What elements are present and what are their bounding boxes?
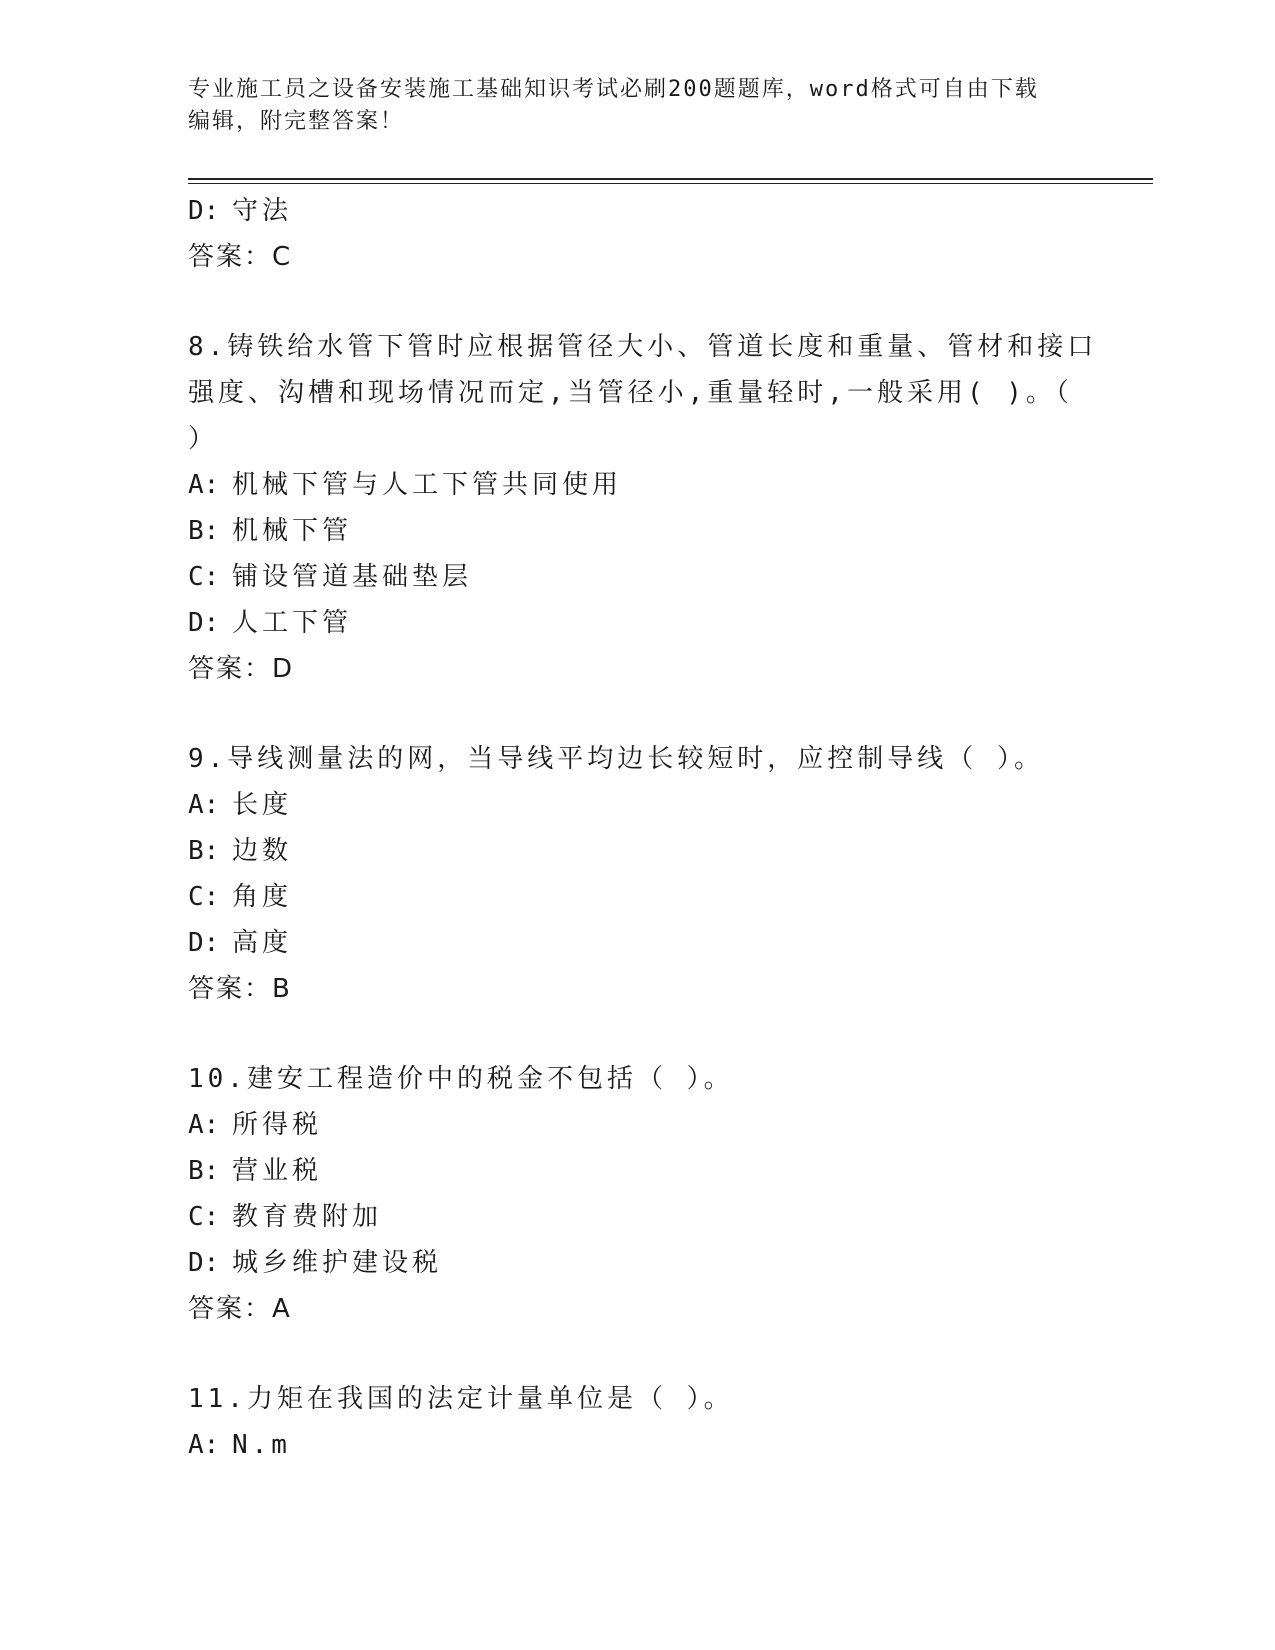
document-header xyxy=(188,74,1088,138)
answer-label: 答案： xyxy=(188,1294,273,1324)
answer xyxy=(188,1286,1088,1332)
option-text: 所得税 xyxy=(232,1110,323,1140)
option-d xyxy=(188,600,1088,646)
option-d xyxy=(188,188,1088,234)
option-key: B: xyxy=(188,1156,220,1186)
answer-label: 答案： xyxy=(188,654,273,684)
document-body xyxy=(188,188,1098,1468)
option-key: C: xyxy=(188,882,220,912)
option-key: B: xyxy=(188,516,220,546)
answer-value: D xyxy=(272,654,294,684)
option-text: 机械下管 xyxy=(232,516,353,546)
option-a xyxy=(188,462,1088,508)
answer xyxy=(188,234,1088,280)
option-key: C: xyxy=(188,562,220,592)
option-key: A: xyxy=(188,790,220,820)
option-key: D: xyxy=(188,608,220,638)
option-text: 铺设管道基础垫层 xyxy=(232,562,473,592)
option-text: 教育费附加 xyxy=(232,1202,383,1232)
option-a xyxy=(188,782,1088,828)
option-text: 角度 xyxy=(232,882,293,912)
option-key: A: xyxy=(188,470,220,500)
option-key: D: xyxy=(188,196,220,226)
question-11 xyxy=(188,1376,1088,1468)
option-d xyxy=(188,920,1088,966)
header-title-line-1: 专业施工员之设备安装施工基础知识考试必刷200题题库，word格式可自由下载 xyxy=(188,77,1039,102)
option-a xyxy=(188,1422,1088,1468)
header-divider-thin xyxy=(188,183,1153,184)
answer xyxy=(188,646,1088,692)
answer-value: A xyxy=(272,1294,291,1324)
option-c xyxy=(188,874,1088,920)
header-title-line-2: 编辑，附完整答案！ xyxy=(188,109,405,134)
option-d xyxy=(188,1240,1088,1286)
answer-label: 答案： xyxy=(188,974,273,1004)
option-c xyxy=(188,554,1088,600)
option-text: 城乡维护建设税 xyxy=(232,1248,443,1278)
answer xyxy=(188,966,1088,1012)
option-key: D: xyxy=(188,928,220,958)
question-text: 10.建安工程造价中的税金不包括（ ）。 xyxy=(188,1064,734,1094)
option-b xyxy=(188,828,1088,874)
option-key: B: xyxy=(188,836,220,866)
option-text: 长度 xyxy=(232,790,293,820)
option-b xyxy=(188,1148,1088,1194)
option-key: A: xyxy=(188,1110,220,1140)
option-c xyxy=(188,1194,1088,1240)
option-text: N.m xyxy=(232,1430,291,1460)
option-text: 机械下管与人工下管共同使用 xyxy=(232,470,623,500)
option-key: A: xyxy=(188,1430,220,1460)
answer-label: 答案： xyxy=(188,242,273,272)
question-text: 9.导线测量法的网，当导线平均边长较短时，应控制导线（ ）。 xyxy=(188,744,1044,774)
question-8 xyxy=(188,324,1098,692)
question-9 xyxy=(188,736,1088,1012)
question-10 xyxy=(188,1056,1088,1332)
option-text: 守法 xyxy=(232,196,293,226)
question-text: 11.力矩在我国的法定计量单位是（ ）。 xyxy=(188,1384,734,1414)
option-text: 营业税 xyxy=(232,1156,323,1186)
option-text: 边数 xyxy=(232,836,293,866)
question-text: 8.铸铁给水管下管时应根据管径大小、管道长度和重量、管材和接口 xyxy=(188,332,1098,362)
option-b xyxy=(188,508,1088,554)
option-key: D: xyxy=(188,1248,220,1278)
option-text: 高度 xyxy=(232,928,293,958)
option-a xyxy=(188,1102,1088,1148)
header-divider xyxy=(188,178,1153,180)
answer-value: C xyxy=(272,242,292,272)
answer-value: B xyxy=(272,974,291,1004)
option-text: 人工下管 xyxy=(232,608,353,638)
question-text: ） xyxy=(188,424,219,454)
option-key: C: xyxy=(188,1202,220,1232)
question-text: 强度、沟槽和现场情况而定,当管径小,重量轻时,一般采用( )。（ xyxy=(188,378,1073,408)
